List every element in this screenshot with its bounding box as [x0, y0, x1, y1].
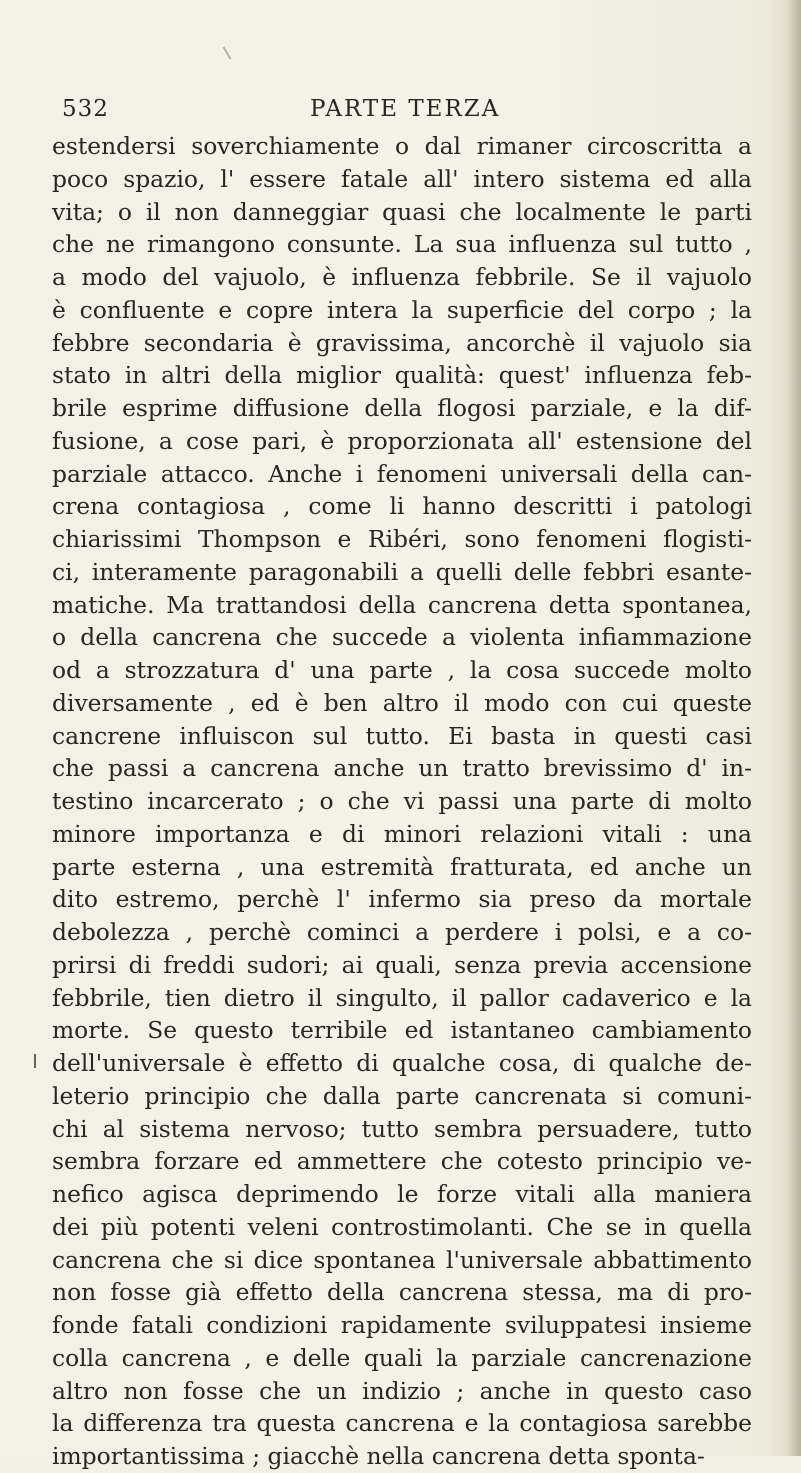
text-line: febbrile, tien dietro il singulto, il pallor cadaverico e la	[52, 983, 752, 1012]
text-line: estendersi soverchiamente o dal rimaner circoscritta a	[52, 132, 752, 160]
text-line: diversamente , ed è ben altro il modo con cui queste	[52, 688, 752, 717]
text-line: minore importanza e di minori relazioni vitali : una	[52, 819, 752, 848]
text-line: non fosse già effetto della cancrena stessa, ma di pro-	[52, 1278, 752, 1307]
text-line: dell'universale è effetto di qualche cosa, di qualche de-	[52, 1049, 752, 1077]
text-line: parte esterna , una estremità fratturata, ed anche un	[52, 852, 752, 881]
text-line: importantissima ; giacchè nella cancrena detta sponta-	[52, 1442, 705, 1470]
text-line: nefico agisca deprimendo le forze vitali alla maniera	[52, 1180, 752, 1208]
text-line: dito estremo, perchè l' infermo sia preso da mortale	[52, 885, 752, 914]
body-text	[52, 130, 752, 1473]
text-line: la differenza tra questa cancrena e la contagiosa sarebbe	[52, 1409, 752, 1438]
text-line: o della cancrena che succede a violenta infiammazione	[52, 623, 752, 652]
text-line: fonde fatali condizioni rapidamente sviluppatesi insieme	[52, 1311, 752, 1339]
text-line: fusione, a cose pari, è proporzionata all' estensione del	[52, 426, 752, 455]
text-line: cancrena che si dice spontanea l'universale abbattimento	[52, 1245, 752, 1274]
text-line: chiarissimi Thompson e Ribéri, sono fenomeni flogisti-	[52, 525, 752, 553]
text-line: testino incarcerato ; o che vi passi una parte di molto	[52, 787, 752, 815]
page-header	[54, 96, 754, 126]
text-line: vita; o il non danneggiar quasi che localmente le parti	[52, 197, 752, 226]
text-line: leterio principio che dalla parte cancrenata si comuni-	[52, 1081, 752, 1110]
page-number: 532	[62, 96, 109, 122]
text-line: a modo del vajuolo, è influenza febbrile. Se il vajuolo	[52, 263, 752, 291]
text-line: colla cancrena , e delle quali la parziale cancrenazione	[52, 1343, 752, 1372]
text-line: che ne rimangono consunte. La sua influenza sul tutto ,	[52, 230, 752, 259]
page-edge-shadow	[787, 0, 801, 1456]
text-line: prirsi di freddi sudori; ai quali, senza previa accensione	[52, 950, 752, 979]
text-line: morte. Se questo terribile ed istantaneo cambiamento	[52, 1016, 752, 1045]
text-line: stato in altri della miglior qualità: quest' influenza feb-	[52, 361, 752, 390]
text-line: altro non fosse che un indizio ; anche in questo caso	[52, 1376, 752, 1405]
text-line: ci, interamente paragonabili a quelli delle febbri esante-	[52, 557, 752, 586]
margin-mark	[34, 1054, 36, 1068]
text-line: è confluente e copre intera la superficie del corpo ; la	[52, 295, 752, 324]
text-line: dei più potenti veleni controstimolanti. Che se in quella	[52, 1212, 752, 1241]
text-line: sembra forzare ed ammettere che cotesto principio ve-	[52, 1147, 752, 1176]
text-line: poco spazio, l' essere fatale all' intero sistema ed alla	[52, 164, 752, 193]
text-line: febbre secondaria è gravissima, ancorchè il vajuolo sia	[52, 328, 752, 357]
paper-mark	[223, 46, 232, 59]
running-title: PARTE TERZA	[310, 96, 501, 122]
text-line: debolezza , perchè cominci a perdere i polsi, e a co-	[52, 918, 752, 946]
text-line: od a strozzatura d' una parte , la cosa succede molto	[52, 656, 752, 684]
text-line: chi al sistema nervoso; tutto sembra persuadere, tutto	[52, 1114, 752, 1143]
text-line: crena contagiosa , come li hanno descritti i patologi	[52, 492, 752, 521]
text-line: matiche. Ma trattandosi della cancrena detta spontanea,	[52, 590, 752, 619]
text-line: che passi a cancrena anche un tratto brevissimo d' in-	[52, 754, 752, 783]
text-line: parziale attacco. Anche i fenomeni universali della can-	[52, 459, 752, 488]
text-line: brile esprime diffusione della flogosi parziale, e la dif-	[52, 394, 752, 422]
text-line: cancrene influiscon sul tutto. Ei basta in questi casi	[52, 721, 752, 750]
